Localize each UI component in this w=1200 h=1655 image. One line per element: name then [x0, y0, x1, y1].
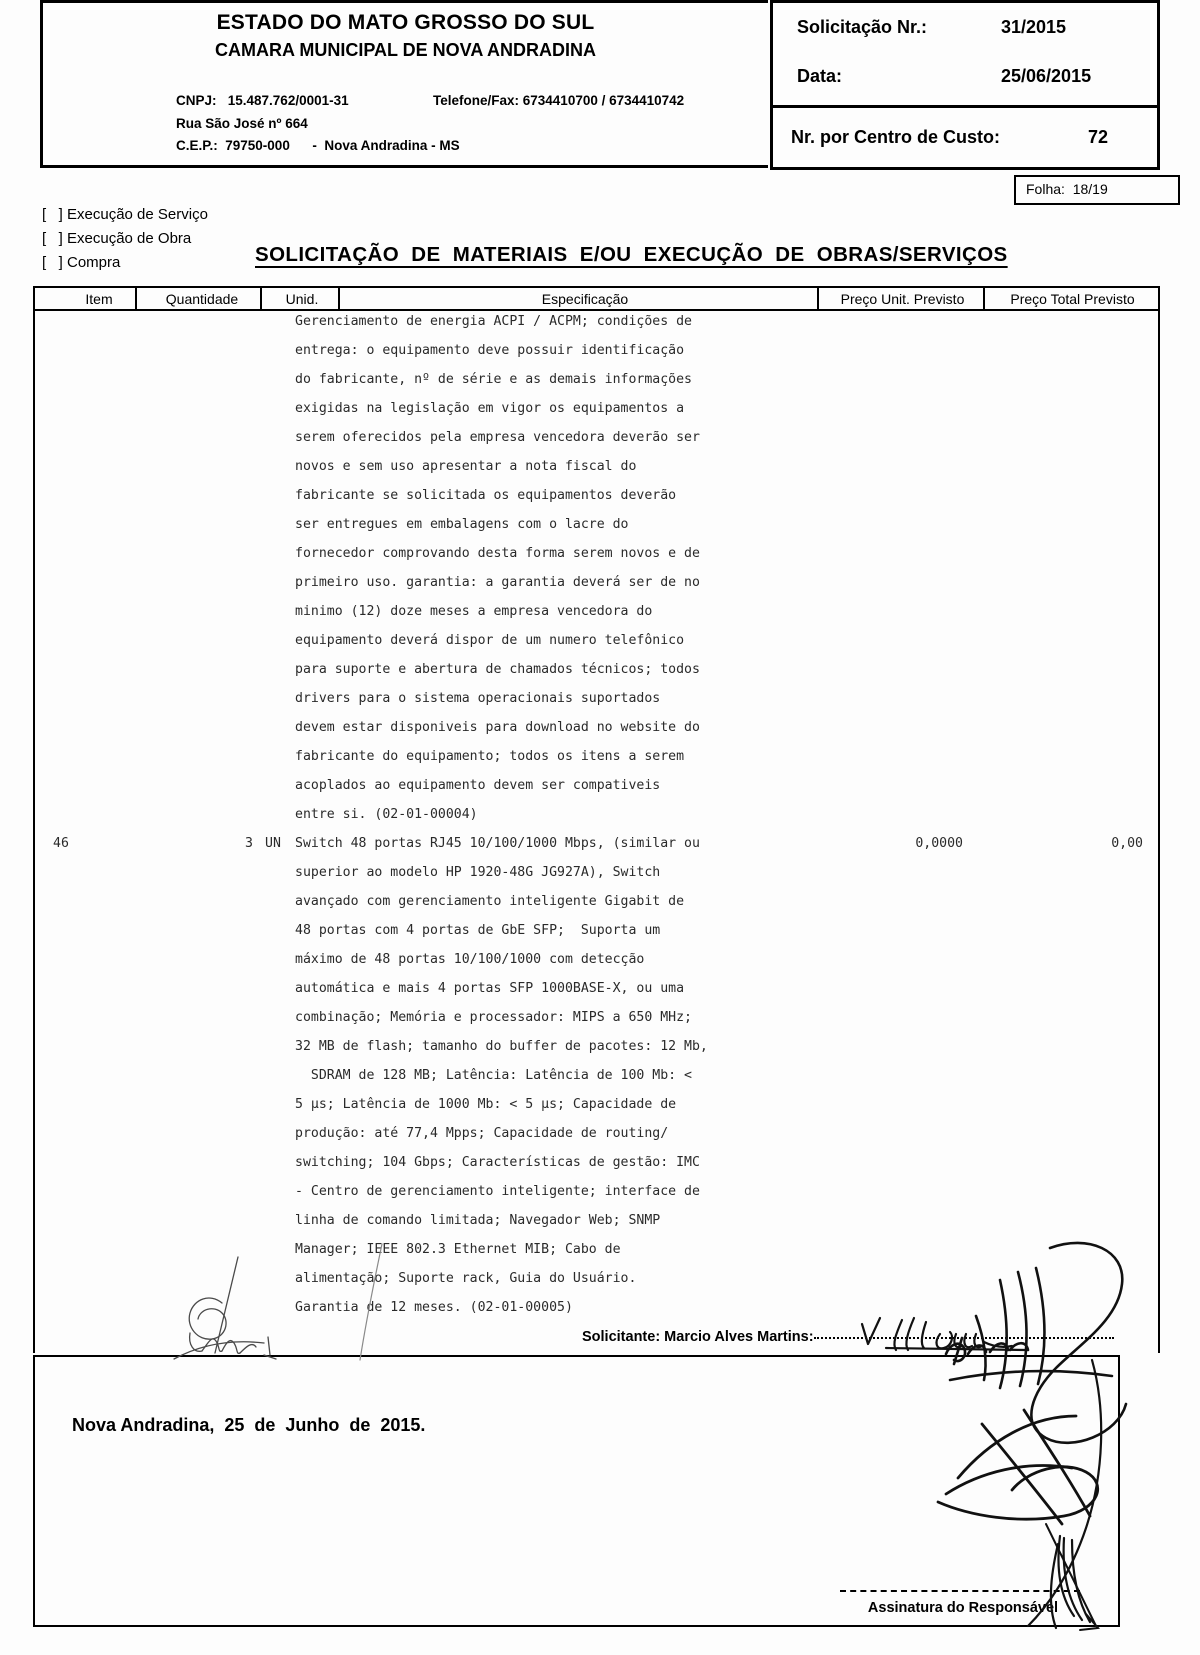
solicitante-label: Solicitante: Marcio Alves Martins:	[582, 1329, 814, 1345]
spec-line: Gerenciamento de energia ACPI / ACPM; condições de	[295, 314, 692, 329]
column-header-unidade: Unid.	[285, 291, 319, 307]
cell-preco-total: 0,00	[1111, 836, 1143, 851]
header-request-info	[770, 0, 1160, 168]
spec-line: produção: até 77,4 Mpps; Capacidade de routing/	[295, 1126, 669, 1141]
page-number-box: Folha: 18/19	[1014, 175, 1180, 205]
spec-line: Switch 48 portas RJ45 10/100/1000 Mbps, (similar ou	[295, 836, 700, 851]
centro-custo-value: 72	[1088, 127, 1109, 147]
solicitante-signature-line[interactable]	[814, 1337, 1114, 1339]
document-header	[40, 0, 1160, 172]
column-header-especificacao: Especificação	[541, 291, 629, 307]
responsible-signature-line[interactable]	[840, 1590, 1080, 1592]
spec-line: SDRAM de 128 MB; Latência: Latência de 100 Mb: <	[295, 1068, 692, 1083]
spec-line: - Centro de gerenciamento inteligente; interface de	[295, 1184, 700, 1199]
spec-line: switching; 104 Gbps; Características de gestão: IMC	[295, 1155, 700, 1170]
spec-line: combinação; Memória e processador: MIPS a 650 MHz;	[295, 1010, 692, 1025]
spec-line: acoplados ao equipamento devem ser compativeis	[295, 778, 661, 793]
column-header-preco-total: Preço Total Previsto	[1010, 291, 1135, 307]
table-body	[33, 311, 1160, 1353]
spec-line: avançado com gerenciamento inteligente Gigabit de	[295, 894, 685, 909]
solicitante-field	[582, 1329, 1114, 1345]
spec-line: fornecedor comprovando desta forma serem novos e de	[295, 546, 700, 561]
spec-line: serem oferecidos pela empresa vencedora deverão ser	[295, 430, 700, 445]
spec-line: Manager; IEEE 802.3 Ethernet MIB; Cabo de	[295, 1242, 621, 1257]
spec-line: entre si. (02-01-00004)	[295, 807, 478, 822]
spec-line: máximo de 48 portas 10/100/1000 com detecção	[295, 952, 645, 967]
spec-line: 32 MB de flash; tamanho do buffer de pacotes: 12 Mb,	[295, 1039, 708, 1054]
spec-line: 5 µs; Latência de 1000 Mb: < 5 µs; Capacidade de	[295, 1097, 677, 1112]
spec-line: ser entregues em embalagens com o lacre do	[295, 517, 629, 532]
spec-line: linha de comando limitada; Navegador Web; SNMP	[295, 1213, 661, 1228]
checkbox-execucao-obra[interactable]: [ ] Execução de Obra	[42, 230, 192, 247]
cell-preco-unitario: 0,0000	[915, 836, 963, 851]
column-divider-1	[135, 288, 137, 309]
column-divider-3	[338, 288, 340, 309]
spec-line: drivers para o sistema operacionais suportados	[295, 691, 661, 706]
column-header-preco-unitario: Preço Unit. Previsto	[840, 291, 965, 307]
organization-cnpj: CNPJ: 15.487.762/0001-31	[176, 93, 349, 108]
header-organization-box	[40, 0, 768, 168]
spec-line: minimo (12) doze meses a empresa vencedora do	[295, 604, 653, 619]
spec-line: equipamento deverá dispor de um numero telefônico	[295, 633, 685, 648]
spec-line: entrega: o equipamento deve possuir identificação	[295, 343, 685, 358]
spec-line: exigidas na legislação em vigor os equipamentos a	[295, 401, 685, 416]
request-number-date-box	[770, 0, 1160, 108]
column-header-quantidade: Quantidade	[165, 291, 239, 307]
spec-line: fabricante do equipamento; todos os itens a serem	[295, 749, 685, 764]
column-header-item: Item	[85, 291, 113, 307]
footer-box	[33, 1355, 1120, 1627]
organization-phone: Telefone/Fax: 6734410700 / 6734410742	[433, 93, 685, 108]
cell-unidade: UN	[265, 836, 281, 851]
spec-line: fabricante se solicitada os equipamentos deverão	[295, 488, 677, 503]
checkbox-compra[interactable]: [ ] Compra	[42, 254, 121, 271]
spec-line: novos e sem uso apresentar a nota fiscal do	[295, 459, 637, 474]
spec-line: primeiro uso. garantia: a garantia deverá ser de no	[295, 575, 700, 590]
spec-line: superior ao modelo HP 1920-48G JG927A), Switch	[295, 865, 661, 880]
table-header-row	[33, 286, 1160, 311]
centro-custo-label: Nr. por Centro de Custo:	[791, 127, 1001, 147]
cell-item: 46	[53, 836, 69, 851]
data-value: 25/06/2015	[1001, 66, 1092, 86]
organization-cep: C.E.P.: 79750-000 - Nova Andradina - MS	[176, 138, 460, 153]
solicitacao-value: 31/2015	[1001, 17, 1067, 37]
page-title: SOLICITAÇÃO DE MATERIAIS E/OU EXECUÇÃO DE OBRAS/SERVIÇOS	[255, 243, 1008, 266]
city-date-text: Nova Andradina, 25 de Junho de 2015.	[72, 1415, 426, 1435]
organization-street: Rua São José nº 664	[176, 116, 308, 131]
spec-line: devem estar disponiveis para download no website do	[295, 720, 700, 735]
organization-state: ESTADO DO MATO GROSSO DO SUL	[216, 11, 595, 34]
organization-name: CAMARA MUNICIPAL DE NOVA ANDRADINA	[215, 40, 596, 60]
spec-line: 48 portas com 4 portas de GbE SFP; Suporta um	[295, 923, 661, 938]
spec-line: do fabricante, nº de série e as demais informações	[295, 372, 692, 387]
data-label: Data:	[797, 66, 843, 86]
spec-line: alimentação; Suporte rack, Guia do Usuário.	[295, 1271, 637, 1286]
request-type-checkbox-group	[42, 203, 208, 275]
column-divider-5	[983, 288, 985, 309]
cost-center-box	[770, 108, 1160, 170]
responsible-signature-caption: Assinatura do Responsável	[867, 1600, 1059, 1616]
checkbox-execucao-servico[interactable]: [ ] Execução de Serviço	[42, 206, 208, 223]
spec-line: para suporte e abertura de chamados técnicos; todos	[295, 662, 700, 677]
spec-line: Garantia de 12 meses. (02-01-00005)	[295, 1300, 573, 1315]
spec-line: automática e mais 4 portas SFP 1000BASE-X, ou uma	[295, 981, 685, 996]
cell-quantidade: 3	[245, 836, 253, 851]
items-table	[33, 286, 1160, 311]
solicitacao-label: Solicitação Nr.:	[797, 17, 928, 37]
